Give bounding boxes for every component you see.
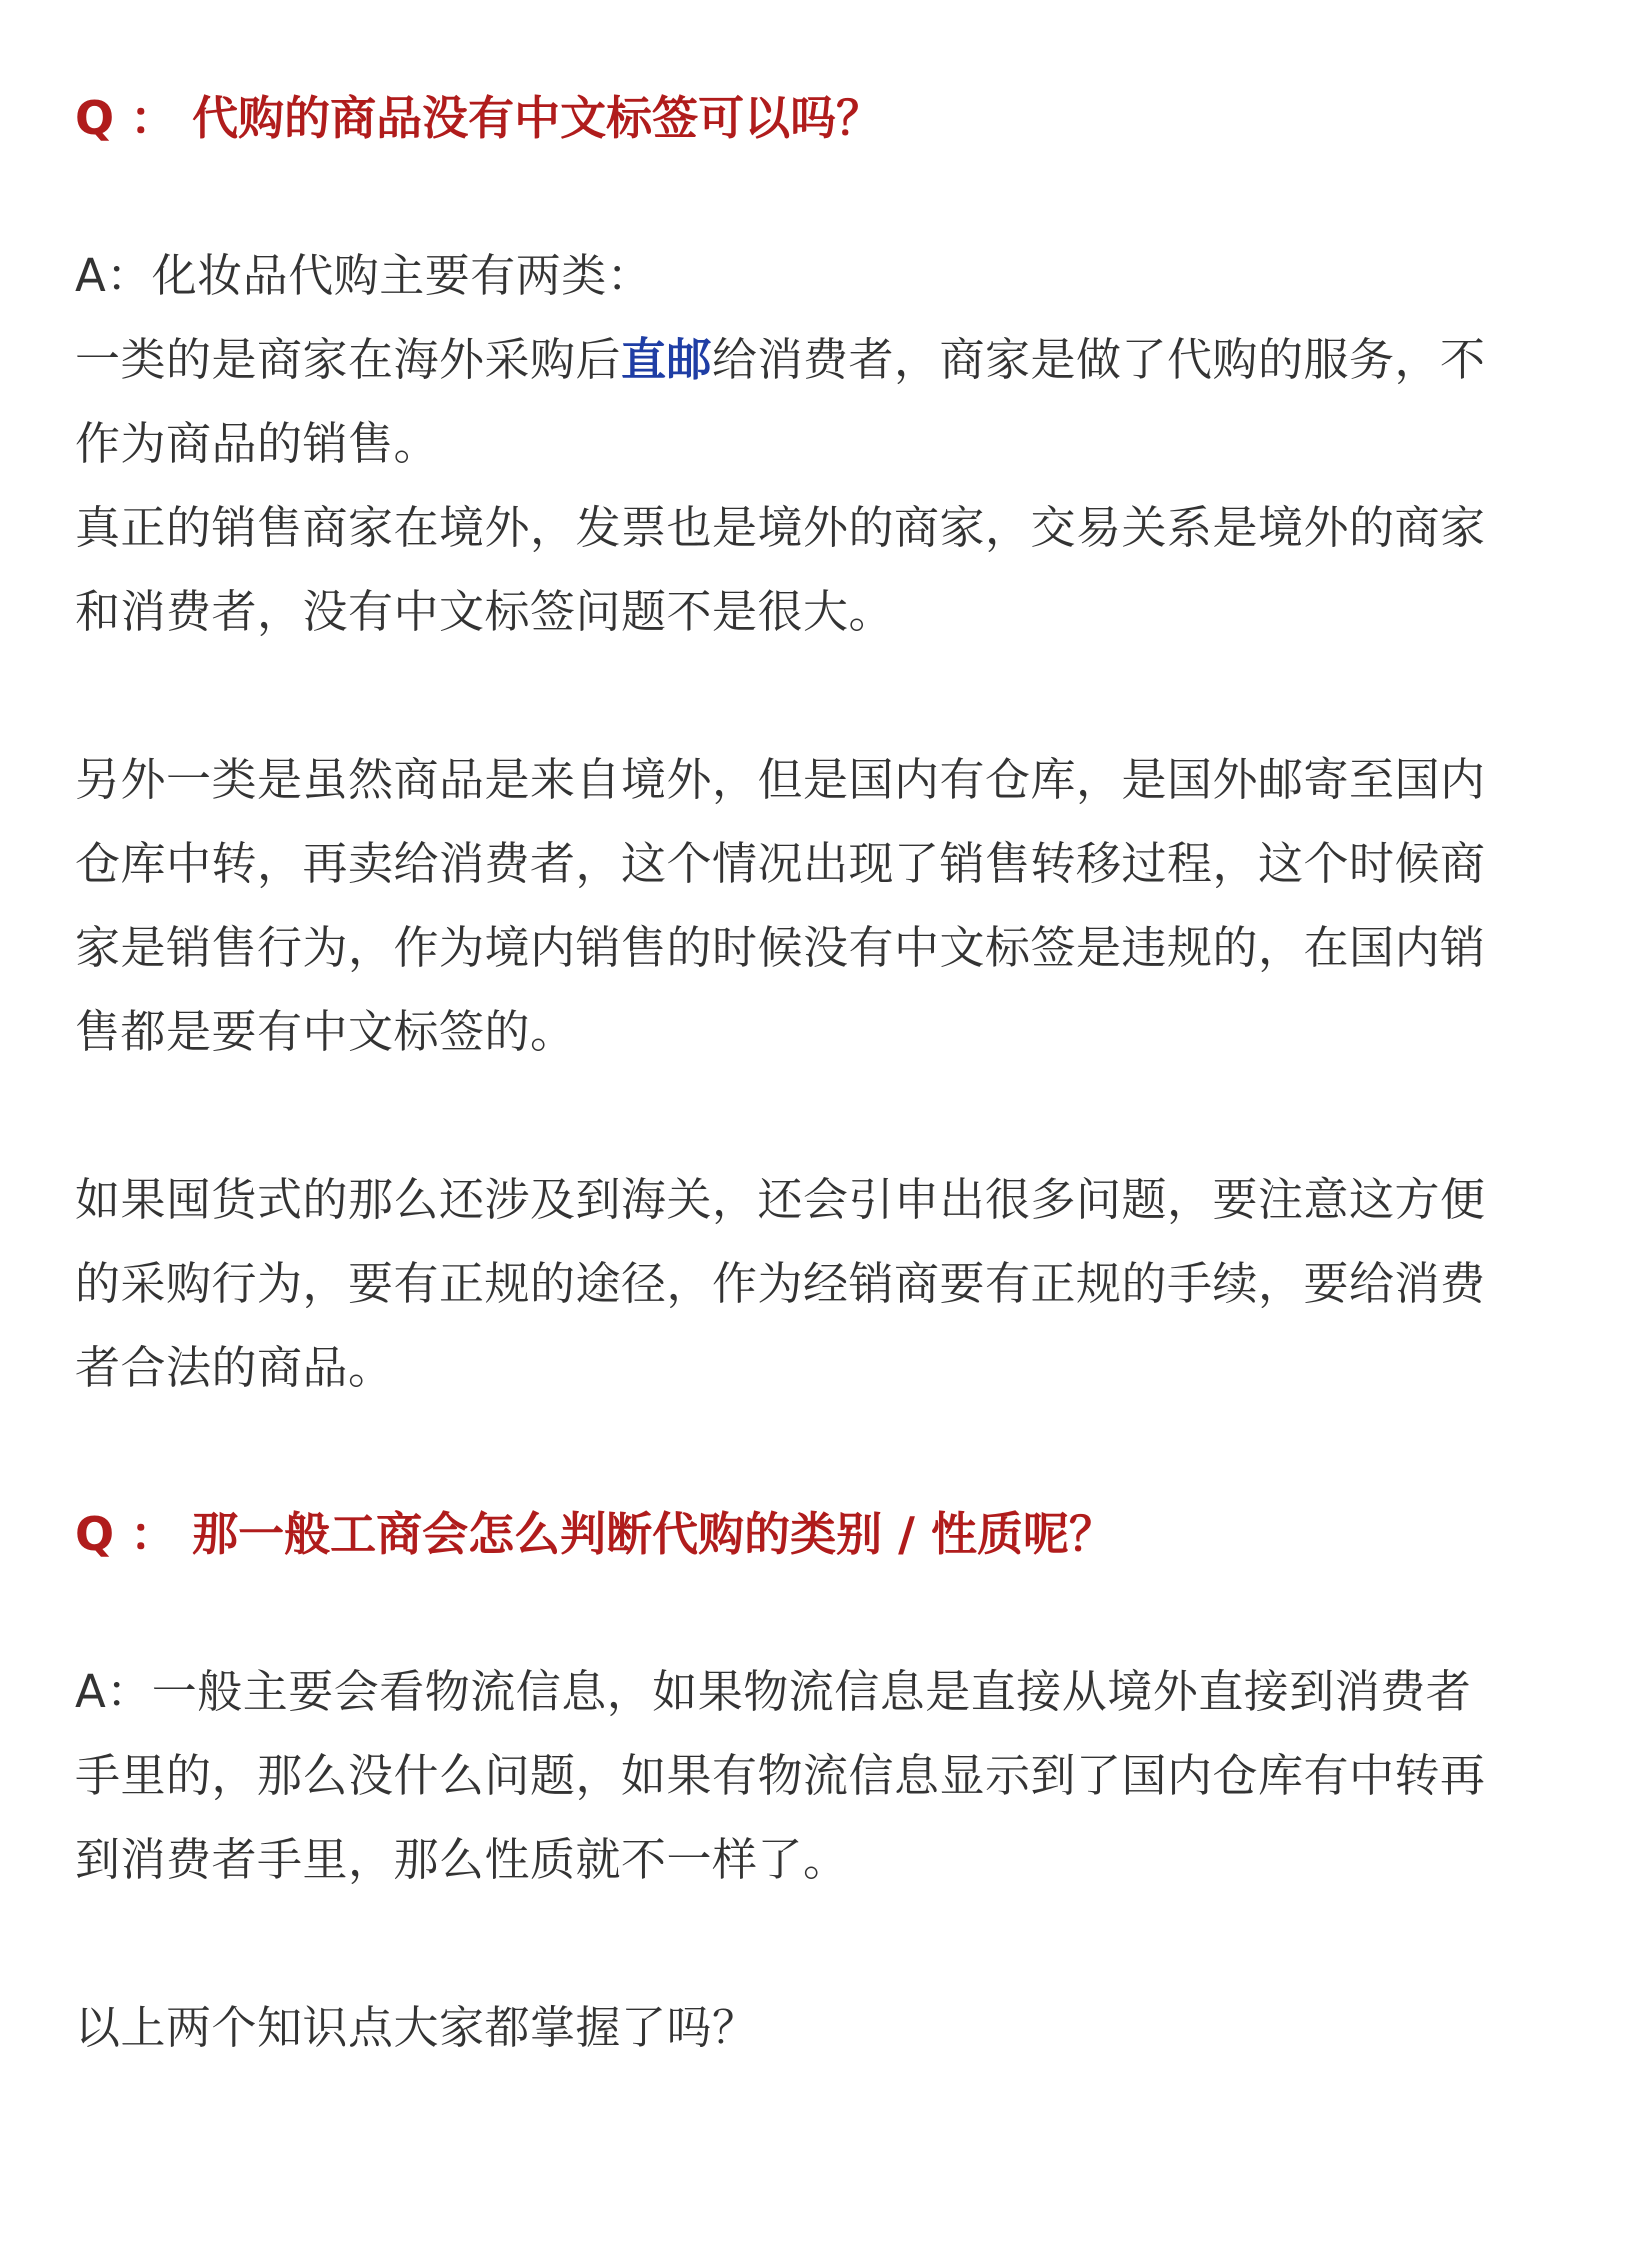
question-1-heading: Q ： 代购的商品没有中文标签可以吗？ <box>75 91 883 145</box>
paragraph-line: 的采购行为，要有正规的途径，作为经销商要有正规的手续，要给消费 <box>75 1257 1486 1310</box>
answer-1-stockpiling-paragraph <box>75 1158 1570 1410</box>
answer-1-line-4: 和消费者，没有中文标签问题不是很大。 <box>75 585 895 638</box>
paragraph-line: 售都是要有中文标签的。 <box>75 1005 576 1058</box>
closing-question: 以上两个知识点大家都掌握了吗？ <box>75 2001 758 2054</box>
paragraph-line: A：一般主要会看物流信息，如果物流信息是直接从境外直接到消费者 <box>75 1665 1472 1718</box>
answer-1-line-2: 作为商品的销售。 <box>75 417 440 470</box>
direct-mail-link[interactable]: 直邮 <box>621 333 713 386</box>
closing-paragraph <box>75 1986 1570 2070</box>
answer-1-intro: A：化妆品代购主要有两类： <box>75 249 653 302</box>
question-2-heading: Q ： 那一般工商会怎么判断代购的类别 / 性质呢？ <box>75 1507 1115 1561</box>
answer-1-intro-paragraph <box>75 234 1570 654</box>
answer-1-line-3: 真正的销售商家在境外，发票也是境外的商家，交易关系是境外的商家 <box>75 501 1486 554</box>
paragraph-line: 到消费者手里，那么性质就不一样了。 <box>75 1833 849 1886</box>
answer-2-paragraph <box>75 1650 1570 1902</box>
paragraph-line: 家是销售行为，作为境内销售的时候没有中文标签是违规的，在国内销 <box>75 921 1486 974</box>
article-body <box>75 82 1570 2070</box>
answer-1-line-1-prefix: 一类的是商家在海外采购后 <box>75 333 622 386</box>
paragraph-line: 者合法的商品。 <box>75 1341 394 1394</box>
answer-1-line-1 <box>75 318 1570 402</box>
paragraph-line: 如果囤货式的那么还涉及到海关，还会引申出很多问题，要注意这方便 <box>75 1173 1486 1226</box>
answer-1-line-1-suffix: 给消费者，商家是做了代购的服务，不 <box>712 333 1486 386</box>
answer-1-second-type-paragraph <box>75 738 1570 1074</box>
paragraph-line: 手里的，那么没什么问题，如果有物流信息显示到了国内仓库有中转再 <box>75 1749 1486 1802</box>
paragraph-line: 仓库中转，再卖给消费者，这个情况出现了销售转移过程，这个时候商 <box>75 837 1486 890</box>
paragraph-line: 另外一类是虽然商品是来自境外，但是国内有仓库，是国外邮寄至国内 <box>75 753 1486 806</box>
